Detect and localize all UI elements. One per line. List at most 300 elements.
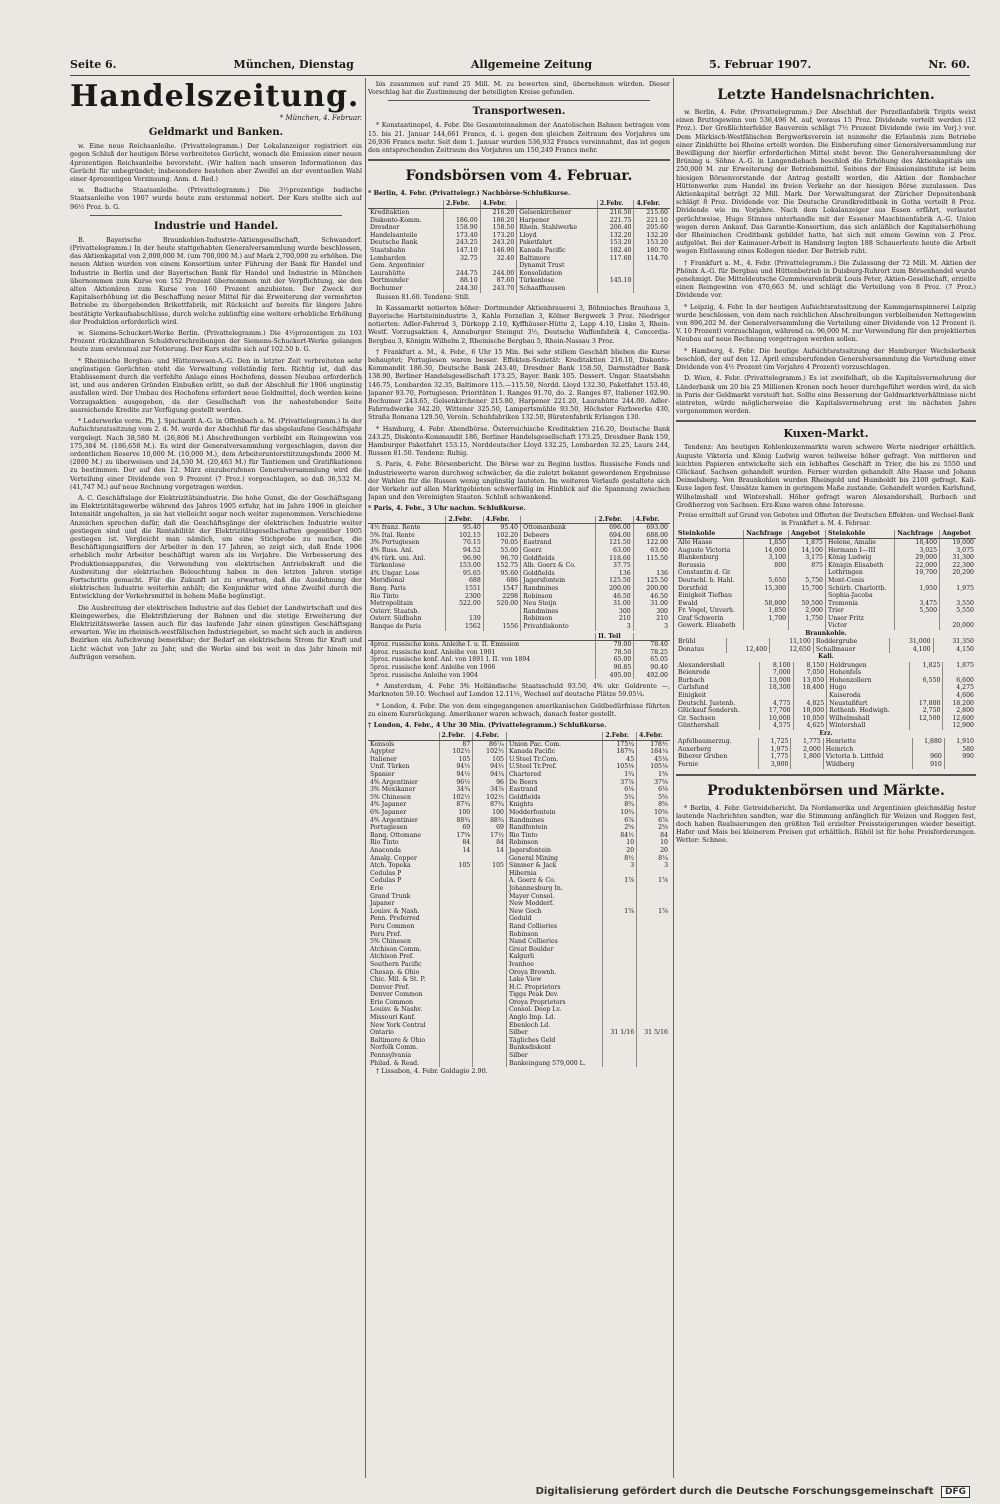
table-cell xyxy=(439,969,473,977)
table-row xyxy=(368,623,670,631)
table-cell xyxy=(439,855,473,863)
column-header: Nachfrage xyxy=(744,530,789,538)
table-cell: 6% Japaner xyxy=(370,809,407,817)
table-row xyxy=(676,538,976,546)
table-cell xyxy=(637,1037,670,1045)
table-cell: 1,950 xyxy=(895,585,940,593)
table-cell: 94½ xyxy=(473,763,507,771)
table-cell: 5% Ital. Rente xyxy=(370,531,415,539)
table-cell xyxy=(603,953,637,961)
table-header-row xyxy=(368,516,670,524)
table-cell: 12,650 xyxy=(770,646,814,654)
table-cell xyxy=(439,1060,473,1068)
table-cell xyxy=(603,1022,637,1030)
table-cell: 8⅝ xyxy=(637,801,670,809)
table-row xyxy=(368,1044,670,1052)
table-cell: 178½ xyxy=(637,740,670,748)
hamburg-news: * Hamburg, 4. Febr. Die heutige Aufsichtsratssitzung der Hamburger Wechslerbank beschloß, der auf den 12. April einzuberufenden Generalversammlung die Verteilung einer Dividende von 4½ Prozent (im Vorjahre 4 Prozent) vorzuschlagen. xyxy=(676,346,976,372)
table-cell xyxy=(789,569,826,577)
table-cell: Philad. & Read. xyxy=(370,1059,420,1067)
table-row xyxy=(368,817,670,825)
table-cell: 87 xyxy=(439,740,473,748)
place-date: München, Dienstag xyxy=(233,58,354,71)
table-row xyxy=(368,938,670,946)
table-row xyxy=(368,664,670,672)
table-cell: 31,350 xyxy=(933,638,976,646)
table-cell: Ontario xyxy=(370,1029,394,1037)
table-cell: 84 xyxy=(473,839,507,847)
table-row xyxy=(368,976,670,984)
table-cell: 20 xyxy=(637,847,670,855)
table-cell: 20,000 xyxy=(940,622,976,630)
table-cell xyxy=(597,262,634,270)
table-cell xyxy=(637,893,670,901)
table-cell xyxy=(944,761,976,769)
table-cell: Dynamit Trust xyxy=(517,262,598,270)
table-cell: Banq. Ottomane xyxy=(370,831,422,839)
table-cell: Graf Schwerin xyxy=(678,614,724,622)
table-cell: Spanier xyxy=(370,771,395,779)
table-cell xyxy=(909,692,943,700)
table-cell: 45⅛ xyxy=(637,756,670,764)
divider xyxy=(676,420,976,422)
table-cell: 2300 xyxy=(446,593,483,601)
table-cell xyxy=(603,946,637,954)
table-row xyxy=(368,209,670,217)
divider xyxy=(676,774,976,776)
column-header xyxy=(506,732,602,740)
table-row xyxy=(676,638,976,646)
table-cell xyxy=(603,1052,637,1060)
table-cell: 96.90 xyxy=(446,555,483,563)
table-cell: 78.40 xyxy=(634,641,670,649)
table-cell: 118.60 xyxy=(596,555,633,563)
column-header: 4.Febr. xyxy=(637,732,670,740)
produkte-report: * Berlin, 4. Febr. Getreidebericht. Da Nordamerika und Argentinien gleichmäßig fester lautende Nachrichten sandten, war die Stimmung anfänglich für Weizen und Roggen fest, doch haben Realisierungen den größten Teil erzielter Preissteigerungen wieder beseitigt. Hafer und Mais bei kleinerem Preisen gut erhältlich. Rüböl ist für hohe Preisforderungen. Wetter: Schnee. xyxy=(676,803,976,845)
table-cell: 5,550 xyxy=(940,607,976,615)
table-cell: Biberer Gruben xyxy=(678,753,728,761)
table-row xyxy=(368,1014,670,1022)
table-cell: 94½ xyxy=(439,771,473,779)
table-cell: 18,200 xyxy=(943,700,976,708)
column-header: 2.Febr. xyxy=(439,732,473,740)
table-cell xyxy=(446,608,483,616)
table-cell: 180.70 xyxy=(634,247,670,255)
table-cell xyxy=(603,893,637,901)
table-row xyxy=(676,746,976,754)
table-cell: Goldfields xyxy=(521,555,596,563)
table-cell: 4,775 xyxy=(759,700,793,708)
table-cell: 18,400 xyxy=(793,684,827,692)
table-cell: 1547 xyxy=(483,585,520,593)
paris-heading: * Paris, 4. Febr., 3 Uhr nachm. Schlußkurse. xyxy=(368,504,526,513)
section-heading-fondsboersen: Fondsbörsen vom 4. Februar. xyxy=(405,168,633,185)
table-cell: 492.00 xyxy=(634,672,670,680)
table-cell: Donatus xyxy=(678,645,705,653)
table-cell: Gelsenkirchener xyxy=(517,209,598,217)
table-cell: Österr. Staatsb. xyxy=(370,607,420,615)
table-cell xyxy=(473,969,507,977)
table-cell: 94½ xyxy=(439,763,473,771)
table-cell: 187¾ xyxy=(603,748,637,756)
table-cell: 960 xyxy=(912,753,944,761)
table-cell: 910 xyxy=(912,761,944,769)
table-cell xyxy=(744,622,789,630)
table-cell: Metropolitain xyxy=(370,600,413,608)
table-cell: 14,100 xyxy=(789,547,826,555)
table-cell: 88.10 xyxy=(444,277,481,285)
table-cell: 147.10 xyxy=(444,247,481,255)
table-cell: Henriette xyxy=(823,738,912,746)
table-cell: Hibernia xyxy=(506,870,602,878)
table-cell xyxy=(439,938,473,946)
table-cell: 3,175 xyxy=(789,554,826,562)
table-cell: A. Goerz & Co. xyxy=(506,877,602,885)
column-header: 4.Febr. xyxy=(633,516,670,524)
table-cell: Ägypter xyxy=(370,748,395,756)
london-table xyxy=(368,732,670,1067)
table-cell xyxy=(909,669,943,677)
table-cell: 158.90 xyxy=(444,224,481,232)
table-cell xyxy=(473,1052,507,1060)
table-cell: 5% Chinesen xyxy=(370,938,411,946)
article-badische-staatsanleihe: w. Badische Staatsanleihe. (Privattelegramm.) Die 3½prozentige badische Staatsanleihe von 1907 wurde heute zum erstenmal notiert. Der Kurs stellte sich auf 96½ Proz. b. G. xyxy=(70,186,362,211)
table-cell: 3,475 xyxy=(895,600,940,608)
table-row xyxy=(676,707,976,715)
table-cell xyxy=(603,1014,637,1022)
table-cell xyxy=(940,592,976,600)
table-cell: 17⅝ xyxy=(439,832,473,840)
table-row xyxy=(368,794,670,802)
table-cell xyxy=(940,577,976,585)
table-cell: 20 xyxy=(603,847,637,855)
table-cell xyxy=(439,893,473,901)
table-cell: 206.40 xyxy=(597,224,634,232)
table-row xyxy=(368,824,670,832)
table-row xyxy=(676,554,976,562)
table-cell: Union Pac. Com. xyxy=(506,740,602,748)
latest-news: w. Berlin, 4. Febr. (Privattelegramm.) Der Abschluß der Porzellanfabrik Triptis weist einen Bruttogewinn von 536,496 M. auf, woraus 15 Proz. Dividende verteilt werden (12 Proz.). Der Großlichterfelder Bauverein schlägt 7½ Prozent Dividende (wie im Vorj.) vor. Dem Märkisch-Westfälischen Bergwerksverein ist nunmehr die Erlaubnis zum Betriebe einer Zinkhütte bei Rheine erteilt worden. Die Einberufung einer Generalversammlung zur Bewilligung der hierfür erforderlichen Mittel steht bevor. Die Generalversammlung der Brüning u. Söhne A.-G. in Langendiebach beschloß die Erhöhung des Aktienkapitals um 250,000 M. zur Erweiterung der Betriebsmittel. Seitens der Emissionsinstitute ist beim hiesigen Börsenvorstande der Antrag gestellt worden, die Aktien der Rombacher Hüttenwerke zum Handel im freien Verkehr an der hiesigen Börse zuzulassen. Das Aktienkapital beträgt 32 Mill. Mark. Der Verwaltungsrat der Züricher Depositenbank schlägt 8 Proz. Dividende vor. Die Deutsche Grundkreditbank in Gotha verteilt 8 Proz. Dividende wie im Vorjahre. Nach dem Lokalanzeiger aus Essen erfährt, verlautet gerüchtweise, Hugo Stinnes unterhandle mit der Essener Maschinenfabrik A.-G. Union wegen deren Ankauf. Das Garantie-Konsortium, das sich anläßlich der Kapitalserhöhung der Rheinischen Creditbank gebildet hatte, hat sich mit einem Gewinn von 2 Proz. aufgelöst. Bei der Kaimauer-Arbeit in Hamburg legten 188 Schauerleute heute die Arbeit wegen Entlassung eines Kollegen nieder. Der Betrieb ruht. xyxy=(676,108,976,256)
table-cell: Hohenzollern xyxy=(827,677,910,685)
table-cell: Tiggs Peak Dev. xyxy=(506,991,602,999)
table-cell: Königin Elisabeth xyxy=(826,562,895,570)
table-cell xyxy=(895,577,940,585)
article-siemens: w. Siemens-Schuckert-Werke Berlin. (Privattelegramm.) Die 4½prozentigen zu 103 Prozent rückzahlbaren Schuldverschreibungen der Siemens-Schuckert-Werke gelangen heute zum erstenmal zur Notierung. Der Kurs stellte sich auf 102.50 b. G. xyxy=(70,329,362,354)
column-header: 4.Febr. xyxy=(480,200,517,208)
article-lederwerke: * Lederwerke vorm. Ph. J. Spichardt A.-G. in Offenbach a. M. (Privattelegramm.) In der Aufsichtsratssitzung vom 2. d. M. wurde der Abschluß für das abgelaufene Geschäftsjahr vorgelegt. Nach 38,580 M. (26,808 M.) Abschreibungen verbleibt ein Reingewinn von 175,384 M. (186,658 M.). Es wird der Generalversammlung vorgeschlagen, davon der ordentlichen Reserve 10,000 M. (10,000 M.), dem Arbeiterunterstützungsfonds 2000 M. (2000 M.) zu überweisen und 24,530 M. (20,463 M.) für Tantiemen und Gratifikationen zu bestimmen. Der auf den 12. März einzuberufenen Generalversammlung wird die Verteilung einer Dividende von 9 Prozent (7 Proz.) vorgeschlagen, so daß 36,532 M. (41,747 M.) auf neue Rechnung vorgetragen werden. xyxy=(70,417,362,491)
table-row xyxy=(368,1029,670,1037)
table-cell: Kanada Pacific xyxy=(506,748,602,756)
table-cell: General Mining xyxy=(506,855,602,863)
table-body xyxy=(368,641,670,679)
table-cell: 6⅞ xyxy=(603,817,637,825)
table-cell: Oroya Brownh. xyxy=(506,969,602,977)
table-cell: Atch. Topeka xyxy=(370,862,411,870)
issue-date: 5. Februar 1907. xyxy=(709,58,812,71)
table-cell: Bochumer xyxy=(370,284,403,292)
table-cell: 87¾ xyxy=(439,801,473,809)
table-cell: 17,700 xyxy=(759,707,793,715)
table-cell: 580 xyxy=(944,746,976,754)
article-elektrizitaet-cont: Die Ausbreitung der elektrischen Industrie auf das Gebiet der Landwirtschaft und des Kleingewerbes, die Elektrifizierung der Bahnen und die stetige Erweiterung der Elektrizitätswerke lassen auch für das laufende Jahr einen günstigen Geschäftsgang erwarten. Wie im rheinisch-westfälischen Industriegebiet, so macht sich auch in anderen Bezirken ein Aufschwung bemerkbar; der Bedarf an elektrischem Strom für Kraft und Licht wächst von Jahr zu Jahr, und die Werke sind bis weit in das Jahr hinein mit Aufträgen versehen. xyxy=(70,603,362,661)
table-row xyxy=(676,562,976,570)
table-cell: Goldfields xyxy=(506,794,602,802)
table-cell: 5,750 xyxy=(789,577,826,585)
london-heading: † London, 4. Febr., 4 Uhr 30 Min. (Privattelegramm.) Schlußkurse. xyxy=(368,720,607,729)
table-row xyxy=(368,1060,670,1068)
table-row xyxy=(368,656,670,664)
table-cell xyxy=(603,923,637,931)
column-header: 2.Febr. xyxy=(603,732,637,740)
table-cell: 95.60 xyxy=(483,570,520,578)
table-cell: U.Steel Tr.Com. xyxy=(506,756,602,764)
table-cell: 2⅝ xyxy=(637,824,670,832)
column-header xyxy=(368,200,444,208)
table-cell xyxy=(473,855,507,863)
table-cell: Banksdiskont xyxy=(506,1044,602,1052)
section-heading-industrie: Industrie und Handel. xyxy=(153,220,279,232)
table-row xyxy=(368,885,670,893)
column-header: Angebot xyxy=(940,530,976,538)
table-cell: 18,400 xyxy=(895,538,940,546)
table-cell: 3 xyxy=(603,862,637,870)
table-row xyxy=(368,641,670,649)
table-row xyxy=(368,608,670,616)
table-cell: 1⅞ xyxy=(603,877,637,885)
table-cell: 696.00 xyxy=(596,524,633,532)
table-cell: 15,300 xyxy=(744,585,789,593)
newspaper-name: Allgemeine Zeitung xyxy=(470,58,593,71)
table-body xyxy=(676,538,976,630)
divider xyxy=(368,159,670,161)
table-cell xyxy=(439,976,473,984)
table-cell xyxy=(439,915,473,923)
table-cell xyxy=(895,615,940,623)
table-row xyxy=(368,239,670,247)
table-row xyxy=(368,232,670,240)
table-cell xyxy=(603,1044,637,1052)
table-cell: 3,025 xyxy=(895,547,940,555)
table-cell xyxy=(483,608,520,616)
table-row xyxy=(676,622,976,630)
table-cell: Fernie xyxy=(678,760,699,768)
leipzig-news: * Leipzig, 4. Febr. In der heutigen Aufsichtsratssitzung der Kammgarnspinnerei Leipzig wurde beschlossen, von dem nach reichlichen Abschreibungen verbleibenden Nettogewinn von 896,202 M. der Generalversammlung die Verteilung einer Dividende von 12 Prozent (i. V. 10 Prozent) vorzuschlagen, während ca. 96,000 M. zur Verwendung für den projektierten Neubau auf neue Rechnung vorgetragen werden sollen. xyxy=(676,302,976,344)
table-cell: 94¼ xyxy=(473,771,507,779)
table-cell: 14 xyxy=(439,847,473,855)
table-cell: Trier xyxy=(826,607,895,615)
table-cell: Erie Common xyxy=(370,998,413,1006)
table-cell: Chic. Mil. & St. P. xyxy=(370,976,426,984)
digitization-credit xyxy=(536,1486,970,1498)
table-cell: 58,800 xyxy=(744,600,789,608)
table-cell: Knights xyxy=(506,801,602,809)
table-cell: 4½ franz. Rente xyxy=(370,524,421,532)
table-cell: Jagersfontein xyxy=(521,577,596,585)
table-cell: 14,000 xyxy=(744,547,789,555)
table-cell: 65.00 xyxy=(596,656,634,664)
table-row xyxy=(676,569,976,577)
table-row xyxy=(368,577,670,585)
table-cell: Eastrand xyxy=(506,786,602,794)
table-cell: Schaaffhausen xyxy=(517,285,598,293)
table-cell xyxy=(912,746,944,754)
table-cell: Grand Trunk xyxy=(370,892,411,900)
table-cell: Italiener xyxy=(370,755,397,763)
table-row xyxy=(368,855,670,863)
hamburg-report: * Hamburg, 4. Febr. Abendbörse. Österreichische Kreditaktien 216.20, Deutsche Bank 243.25, Diskonto-Kommandit 186, Berliner Handelsgesellschaft 173.25, Dresdner Bank 159, Hamburger Paketfahrt 153.15, Norddeutscher Lloyd 132.25, Lombarden 32.25, Laura 244, Russen 81.50. Tendenz: Ruhig. xyxy=(368,424,670,458)
table-cell: 1,975 xyxy=(940,585,976,593)
table-cell: 115.50 xyxy=(633,555,670,563)
table-cell: Goerz xyxy=(521,547,596,555)
table-cell: 210 xyxy=(596,615,633,623)
table-row xyxy=(368,771,670,779)
table-cell: 1⅞ xyxy=(637,908,670,916)
table-cell xyxy=(637,870,670,878)
table-cell: Harpener xyxy=(517,217,598,225)
table-row xyxy=(676,761,976,769)
table-cell: 105 xyxy=(439,862,473,870)
table-row xyxy=(368,809,670,817)
table-cell: 1⅞ xyxy=(637,877,670,885)
table-cell: Atchison Pref. xyxy=(370,953,414,961)
table-cell xyxy=(473,1029,507,1037)
table-cell: 5⅝ xyxy=(637,794,670,802)
table-cell: 5,650 xyxy=(744,577,789,585)
table-cell xyxy=(940,615,976,623)
table-cell: 4% Japaner xyxy=(370,801,407,809)
table-cell: 11,100 xyxy=(770,638,814,646)
table-cell: 139 xyxy=(446,615,483,623)
table-row xyxy=(676,677,976,685)
table-cell: 117.60 xyxy=(597,255,634,263)
table-cell: 18,300 xyxy=(759,684,793,692)
table-cell: 31.00 xyxy=(596,600,633,608)
table-cell xyxy=(473,938,507,946)
table-cell xyxy=(637,961,670,969)
table-row xyxy=(368,961,670,969)
table-cell xyxy=(637,991,670,999)
table-row xyxy=(368,262,670,270)
table-cell xyxy=(603,1037,637,1045)
table-cell xyxy=(637,969,670,977)
berlin-table xyxy=(368,200,670,292)
table-row xyxy=(676,600,976,608)
table-cell: 8½ xyxy=(603,855,637,863)
column-header: Nachfrage xyxy=(895,530,940,538)
column-header: 2.Febr. xyxy=(444,200,481,208)
column-header xyxy=(368,516,446,524)
table-row xyxy=(368,870,670,878)
table-cell: 205.60 xyxy=(634,224,670,232)
table-cell xyxy=(473,984,507,992)
table-row xyxy=(368,217,670,225)
table-cell: 300 xyxy=(596,608,633,616)
table-cell: 2⅝ xyxy=(603,824,637,832)
table-cell: 244.00 xyxy=(480,270,517,278)
table-cell: 59,500 xyxy=(789,600,826,608)
table-cell: Schallmauer xyxy=(813,646,889,654)
table-row xyxy=(676,715,976,723)
table-row xyxy=(368,931,670,939)
table-cell: Louisv. & Nash. xyxy=(370,907,420,915)
table-cell: 114.70 xyxy=(634,255,670,263)
table-row xyxy=(676,646,976,654)
section-heading-letzte: Letzte Handelsnachrichten. xyxy=(717,87,935,103)
table-row xyxy=(368,779,670,787)
table-cell: 84½ xyxy=(603,832,637,840)
table-cell: U.Steel Tr.Pref. xyxy=(506,763,602,771)
divider xyxy=(388,100,650,101)
table-cell: Mont-Cenis xyxy=(826,577,895,585)
table-cell: 102½ xyxy=(439,748,473,756)
table-cell: 4,625 xyxy=(793,722,827,730)
table-row xyxy=(676,607,976,615)
table-row xyxy=(368,999,670,1007)
table-cell: Türkenlose xyxy=(370,562,406,570)
table-row xyxy=(368,893,670,901)
table-row xyxy=(368,615,670,623)
table-row xyxy=(676,722,976,730)
table-cell xyxy=(473,1060,507,1068)
table-cell xyxy=(439,931,473,939)
table-cell xyxy=(473,923,507,931)
table-cell: 100 xyxy=(439,809,473,817)
table-cell: Unif. Türken xyxy=(370,763,410,771)
table-cell: Cedulas P xyxy=(370,869,402,877)
table-cell: 1556 xyxy=(483,623,520,631)
table-cell: 105 xyxy=(439,756,473,764)
table-cell: 125.50 xyxy=(633,577,670,585)
table-cell: 10⅝ xyxy=(637,809,670,817)
table-cell xyxy=(473,1037,507,1045)
table-cell: 84 xyxy=(637,832,670,840)
table-cell: Günthershall xyxy=(678,722,719,730)
table-cell: 37⅞ xyxy=(603,779,637,787)
table-row xyxy=(676,662,976,670)
table-cell: 1,825 xyxy=(909,662,943,670)
table-cell: 182.40 xyxy=(597,247,634,255)
table-cell: Robinson xyxy=(506,839,602,847)
column-header xyxy=(521,516,596,524)
table-cell: Auxerberg xyxy=(678,745,712,753)
table-cell: 1⅝ xyxy=(637,771,670,779)
table-cell: 31.00 xyxy=(633,600,670,608)
table-row xyxy=(368,1037,670,1045)
table-cell: Peru Pref. xyxy=(370,930,402,938)
table-cell xyxy=(439,1037,473,1045)
table-cell: 6⅛ xyxy=(603,786,637,794)
paris-table xyxy=(368,516,670,631)
london-report: * London, 4. Febr. Die von dem eingegangenen amerikanischen Geldbedürfnisse führten zu einem Kursrückgang. Amerikaner waren schwach, danach fester gestellt. xyxy=(368,701,670,718)
article-continuation: bis zusammen auf rund 25 Mill. M. zu bewerten sind, übernehmen würden. Dieser Vorschlag hat die Zustimmung der beteiligten Kreise gefunden. xyxy=(368,80,670,97)
table-cell: 20,200 xyxy=(940,569,976,577)
table-cell xyxy=(473,908,507,916)
table-cell xyxy=(637,953,670,961)
table-cell: Einigkeit xyxy=(678,692,707,700)
table-cell: Ewald xyxy=(678,599,698,607)
table-cell xyxy=(603,1060,637,1068)
table-cell: 78.25 xyxy=(634,649,670,657)
table-cell: 55.00 xyxy=(483,547,520,555)
table-cell xyxy=(483,615,520,623)
table-cell: 1¾ xyxy=(603,771,637,779)
table-cell xyxy=(439,961,473,969)
table-cell: 1,725 xyxy=(759,738,791,746)
column-header: 4.Febr. xyxy=(483,516,520,524)
table-row xyxy=(368,839,670,847)
table-cell: 221.75 xyxy=(597,217,634,225)
column-header: 4.Febr. xyxy=(473,732,507,740)
